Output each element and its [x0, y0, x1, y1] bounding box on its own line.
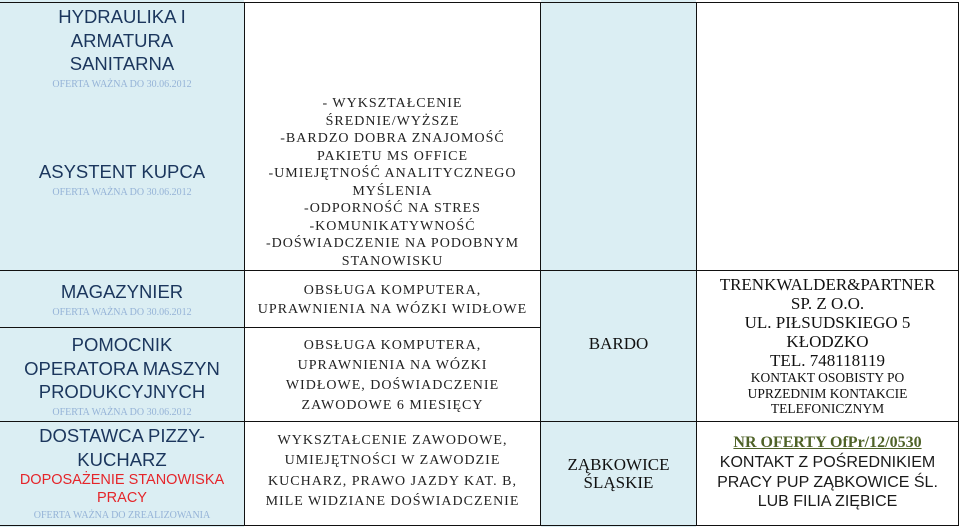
location-cell [541, 335, 696, 353]
requirements-line: PAKIETU MS OFFICE [316, 148, 469, 164]
offer-validity: OFERTA WAŻNA DO 30.06.2012 [52, 78, 192, 90]
location-column-background [541, 0, 696, 527]
requirements-line: -BARDZO DOBRA ZNAJOMOŚĆ [280, 131, 505, 146]
contact-cell [697, 433, 958, 512]
row-divider [0, 270, 959, 271]
requirements-line: MYŚLENIA [352, 183, 433, 199]
requirements-line: UPRAWNIENIA NA WÓZKI WIDŁOWE [257, 302, 528, 317]
table-border-top [0, 2, 959, 3]
offer-validity: OFERTA WAŻNA DO 30.06.2012 [52, 186, 192, 198]
requirements-line: -DOŚWIADCZENIE NA PODOBNYM [265, 236, 520, 251]
contact-line: PRACY PUP ZĄBKOWICE ŚL. [717, 473, 938, 491]
offer-title-line: POMOCNIK [71, 334, 173, 355]
offer-title-cell [0, 280, 244, 322]
requirements-line: ZAWODOWE 6 MIESIĘCY [301, 398, 484, 413]
contact-cell [697, 275, 958, 417]
requirements-line: OBSŁUGA KOMPUTERA, [303, 338, 482, 353]
requirements-line: MILE WIDZIANE DOŚWIADCZENIE [265, 493, 520, 509]
contact-line: LUB FILIA ZIĘBICE [757, 493, 898, 510]
requirements-cell [245, 336, 540, 416]
requirements-line: ŚREDNIE/WYŻSZE [325, 113, 460, 129]
column-divider [540, 2, 541, 526]
offer-title-cell [0, 160, 244, 202]
requirements-line: KUCHARZ, PRAWO JAZDY KAT. B, [268, 473, 517, 489]
offer-title-line: ARMATURA [70, 29, 174, 51]
employer-address-line: SP. Z O.O. [790, 294, 865, 313]
location-line: ZĄBKOWICE [567, 455, 670, 474]
offer-title-line: OPERATORA MASZYN [24, 357, 220, 379]
employer-address-line: UL. PIŁSUDSKIEGO 5 [744, 313, 911, 332]
row-divider [0, 327, 541, 328]
offer-number: NR OFERTY OfPr/12/0530 [733, 434, 922, 451]
offer-note-line: DOPOSAŻENIE STANOWISKA [19, 472, 225, 488]
offer-validity: OFERTA WAŻNA DO 30.06.2012 [52, 306, 192, 318]
offer-title-line: DOSTAWCA PIZZY- [39, 425, 205, 446]
offer-title-cell [0, 333, 244, 422]
location-cell [541, 456, 696, 492]
requirements-line: - WYKSZTAŁCENIE [322, 96, 463, 111]
table-border-bottom [0, 525, 959, 526]
requirements-line: OBSŁUGA KOMPUTERA, [303, 283, 482, 298]
offer-title-line: HYDRAULIKA I [58, 6, 186, 27]
offer-title-line: PRODUKCYJNYCH [38, 381, 206, 402]
requirements-line: WIDŁOWE, DOŚWIADCZENIE [285, 378, 500, 393]
table-border-right [958, 2, 959, 526]
offer-title-line: MAGAZYNIER [60, 281, 184, 302]
location-line: BARDO [588, 334, 649, 353]
offer-title-cell [0, 5, 244, 94]
contact-note-line: KONTAKT OSOBISTY PO [750, 370, 905, 385]
requirements-line: WYKSZTAŁCENIE ZAWODOWE, [277, 433, 508, 448]
offer-validity: OFERTA WAŻNA DO 30.06.2012 [52, 406, 192, 418]
requirements-cell [245, 281, 540, 319]
contact-line: KONTAKT Z POŚREDNIKIEM [719, 454, 936, 471]
contact-note-line: TELEFONICZNYM [770, 401, 885, 416]
employer-address-line: TRENKWALDER&PARTNER [719, 275, 936, 294]
requirements-line: UPRAWNIENIA NA WÓZKI [297, 358, 488, 373]
requirements-cell [245, 95, 540, 270]
employer-phone: TEL. 748118119 [770, 351, 885, 370]
offer-note-line: PRACY [97, 490, 147, 506]
offer-title-line: SANITARNA [69, 53, 175, 74]
requirements-line: UMIEJĘTNOŚCI W ZAWODZIE [284, 453, 501, 469]
requirements-line: -ODPORNOŚĆ NA STRES [304, 201, 481, 216]
offer-title-line: ASYSTENT KUPCA [38, 161, 206, 182]
requirements-line: -KOMUNIKATYWNOŚĆ [309, 218, 476, 234]
location-line: ŚLĄSKIE [583, 473, 654, 492]
contact-note-line: UPRZEDNIM KONTAKCIE [747, 385, 908, 401]
requirements-line: -UMIEJĘTNOŚĆ ANALITYCZNEGO [268, 166, 517, 181]
offer-title-cell [0, 424, 244, 525]
employer-address-line: KŁODZKO [786, 332, 869, 351]
requirements-line: STANOWISKU [341, 253, 444, 269]
requirements-cell [245, 431, 540, 512]
offer-title-line: KUCHARZ [77, 448, 167, 470]
offer-validity: OFERTA WAŻNA DO ZREALIZOWANIA [33, 510, 211, 521]
